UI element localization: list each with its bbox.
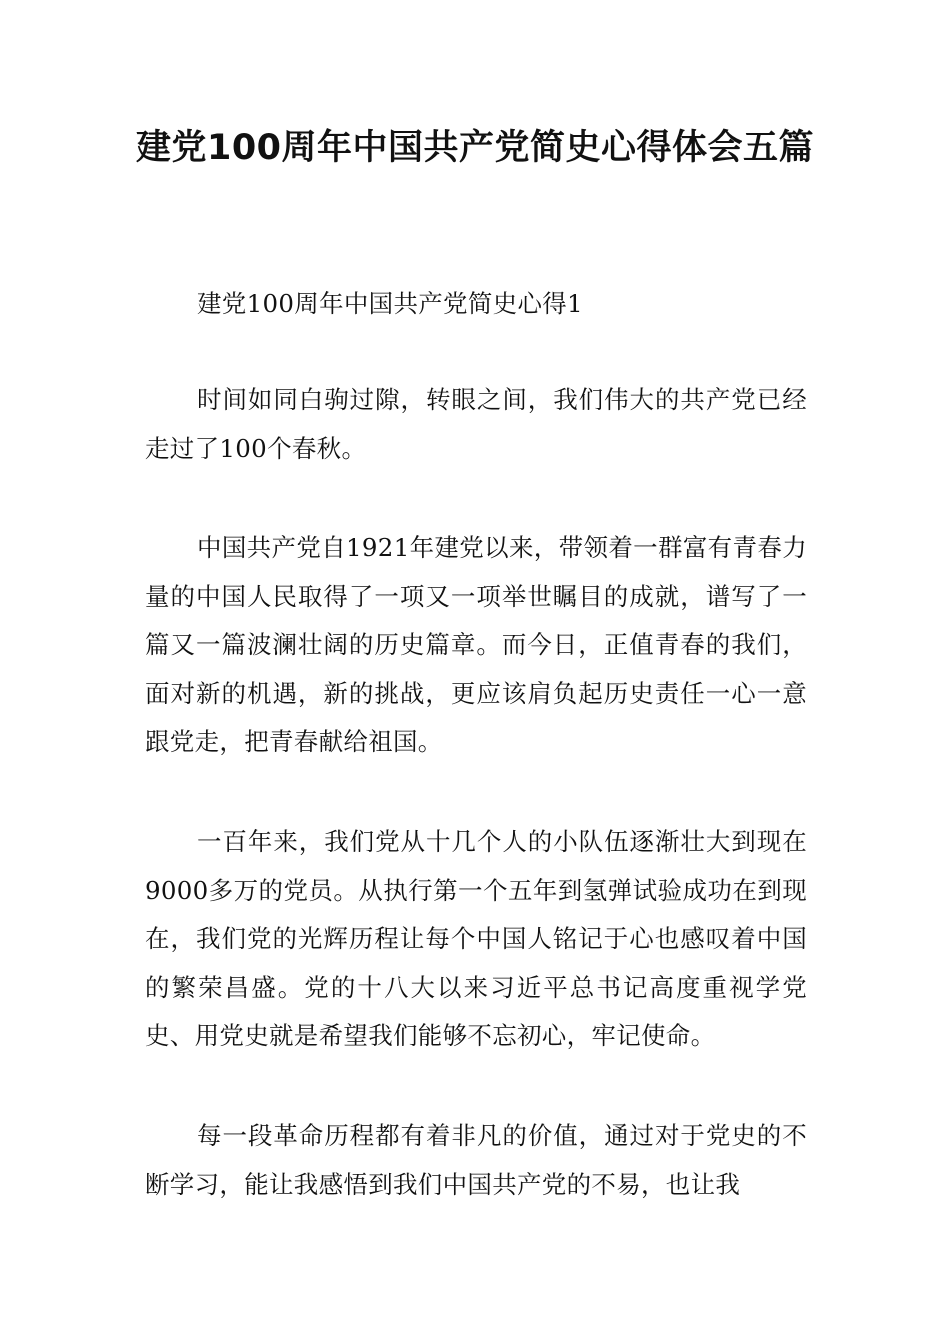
document-title: 建党100周年中国共产党简史心得体会五篇 <box>135 128 815 168</box>
paragraph-4: 每一段革命历程都有着非凡的价值，通过对于党史的不断学习，能让我感悟到我们中国共产党的不易，也让我 <box>145 1121 807 1199</box>
section-heading: 建党100周年中国共产党简史心得1 <box>197 289 583 318</box>
paragraph-1: 时间如同白驹过隙，转眼之间，我们伟大的共产党已经走过了100个春秋。 <box>145 385 807 463</box>
paragraph-3: 一百年来，我们党从十几个人的小队伍逐渐壮大到现在9000多万的党员。从执行第一个五年到氢弹试验成功在到现在，我们党的光辉历程让每个中国人铭记于心也感叹着中国的繁荣昌盛。党的十八大以来习近平总书记高度重视学党史、用党史就是希望我们能够不忘初心，牢记使命。 <box>145 827 807 1050</box>
paragraph-2: 中国共产党自1921年建党以来，带领着一群富有青春力量的中国人民取得了一项又一项举世瞩目的成就，谱写了一篇又一篇波澜壮阔的历史篇章。而今日，正值青春的我们，面对新的机遇，新的挑战，更应该肩负起历史责任一心一意跟党走，把青春献给祖国。 <box>145 533 807 756</box>
